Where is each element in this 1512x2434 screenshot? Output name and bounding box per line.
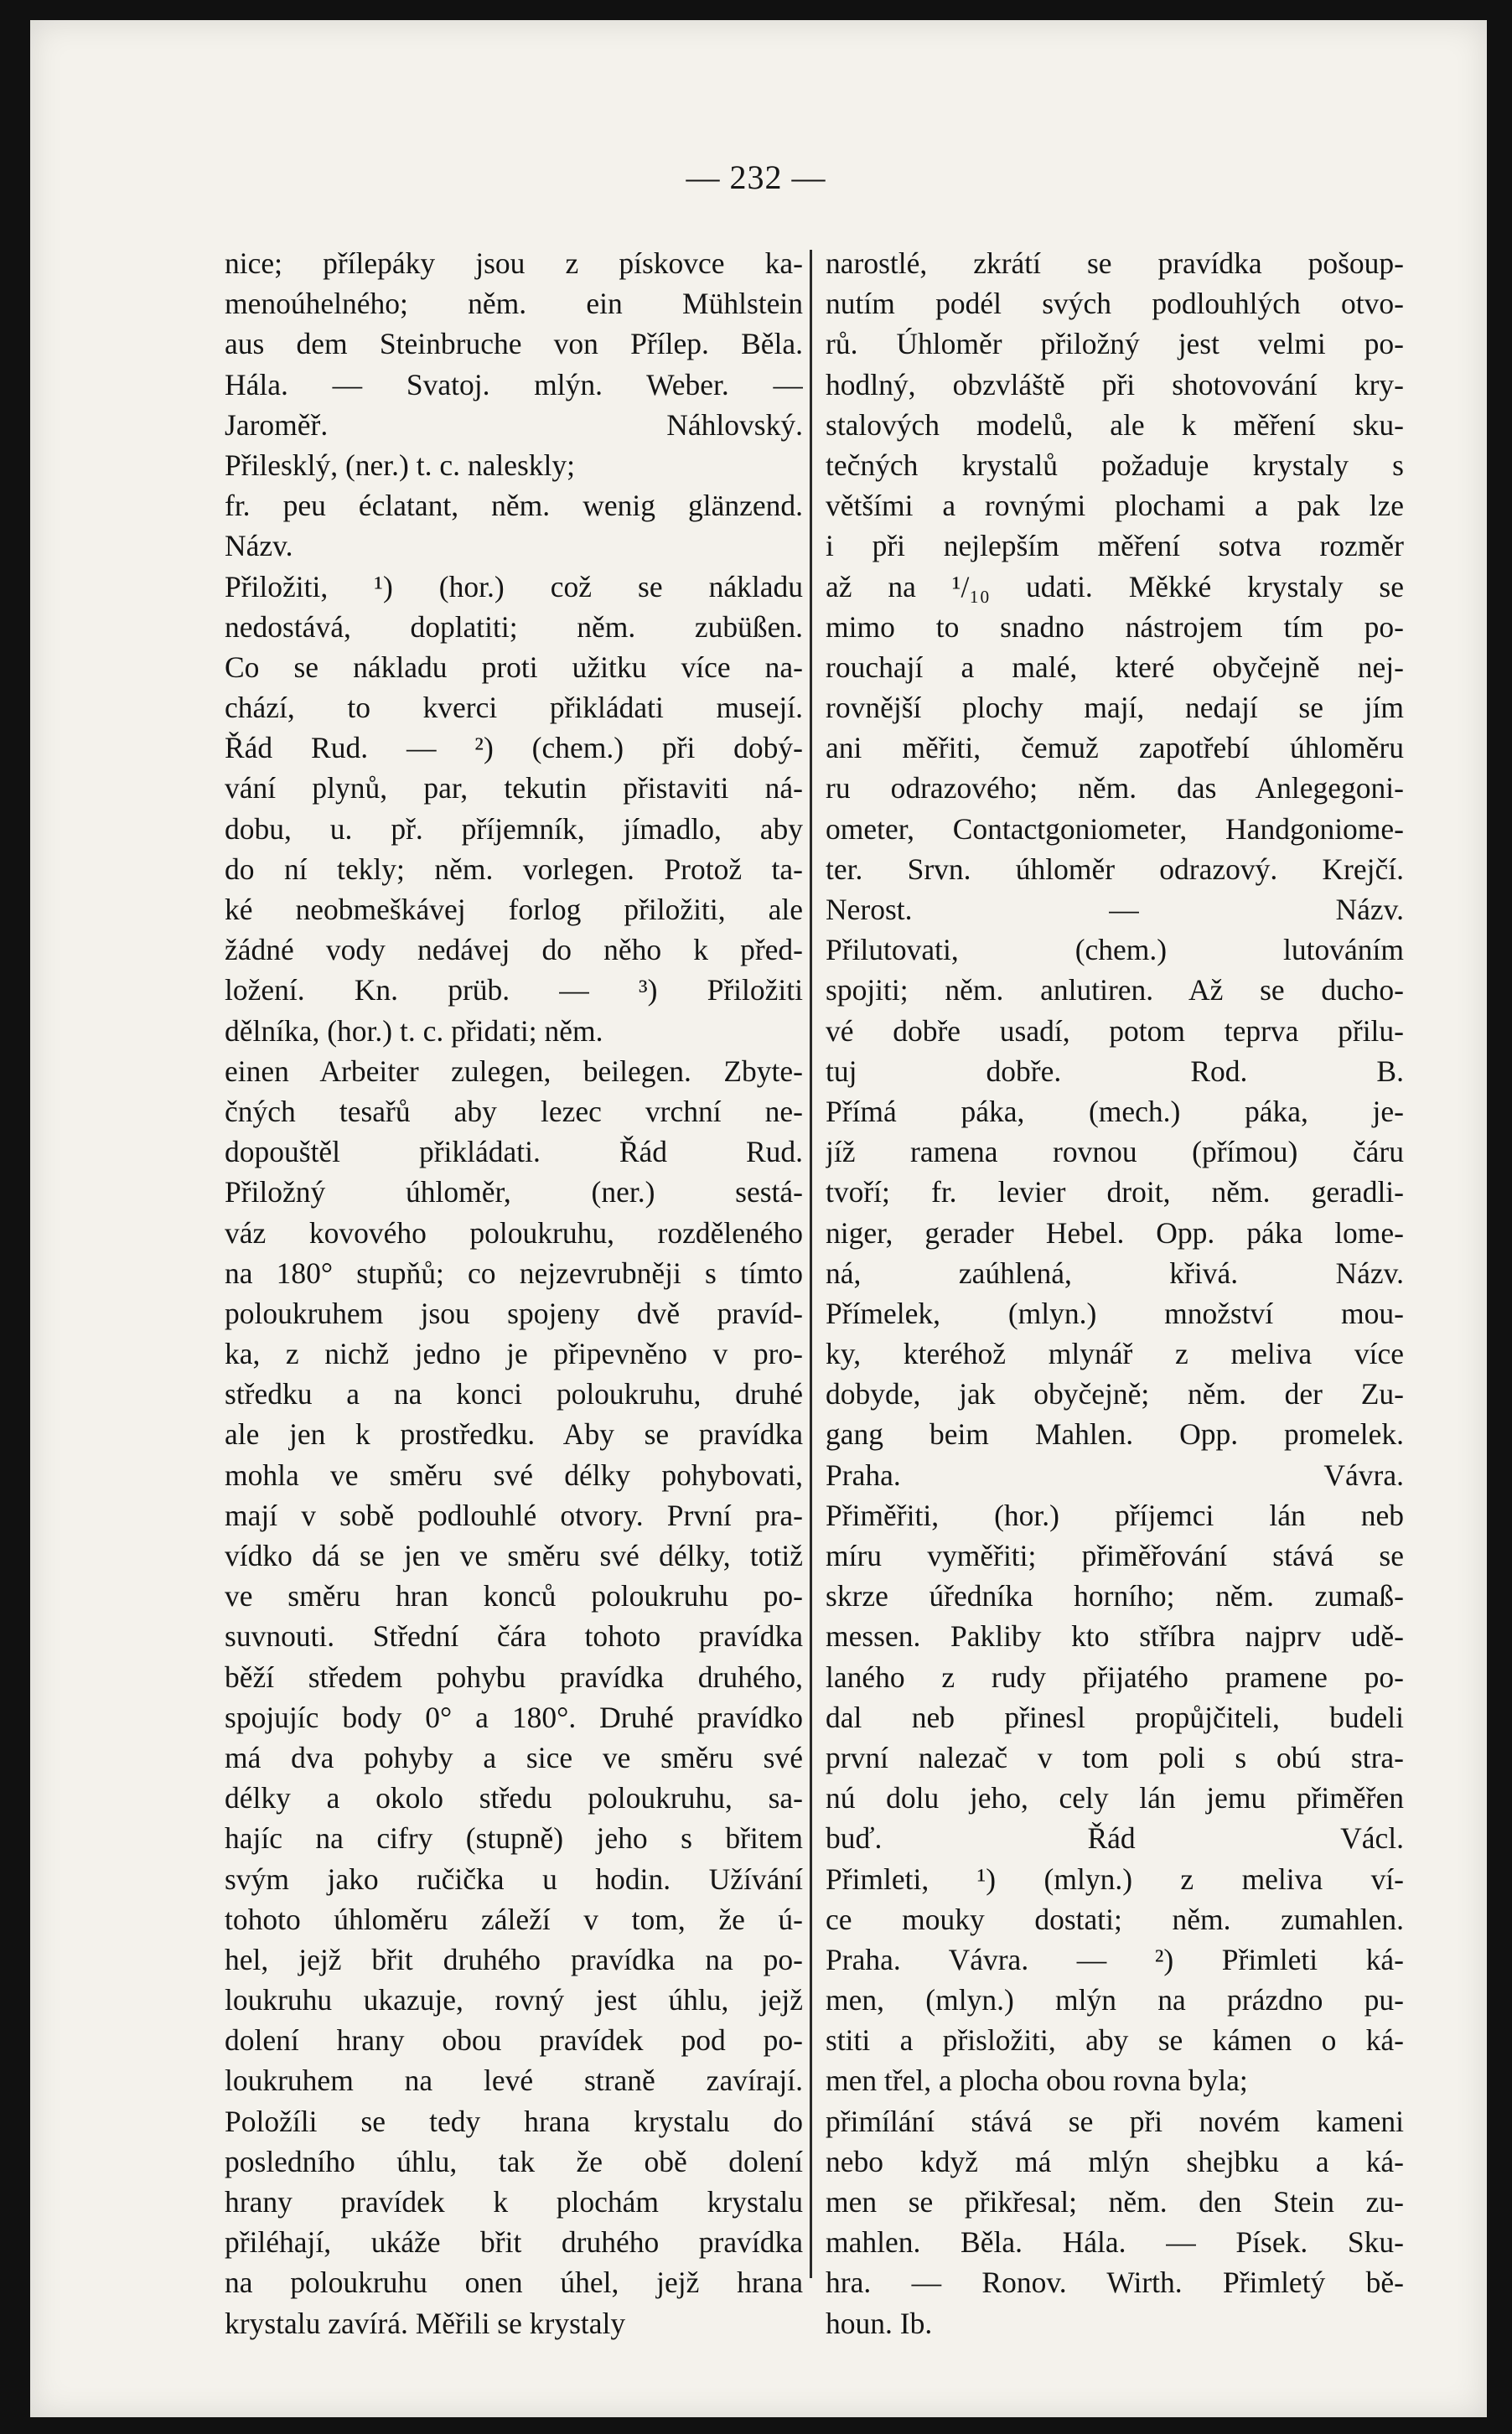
left-column-line: menoúhelného; něm. ein Mühlstein bbox=[225, 287, 803, 321]
left-column-line: spojujíc body 0° a 180°. Druhé pravídko bbox=[225, 1700, 803, 1734]
left-column-line: dělníka, (hor.) t. c. přidati; něm. bbox=[225, 1013, 603, 1048]
left-column-line: Řád Rud. — ²) (chem.) při dobý- bbox=[225, 731, 803, 765]
left-column-line: Položíli se tedy hrana krystalu do bbox=[225, 2104, 803, 2138]
right-column-line: niger, gerader Hebel. Opp. páka lome- bbox=[826, 1215, 1404, 1250]
right-column-line: přimílání stává se při novém kameni bbox=[826, 2104, 1404, 2138]
right-column-line: hra. — Ronov. Wirth. Přimletý bě- bbox=[826, 2266, 1404, 2300]
right-column-line: míru vyměřiti; přiměřování stává se bbox=[826, 1539, 1404, 1572]
left-column-line: fr. peu éclatant, něm. wenig glänzend. bbox=[225, 489, 803, 523]
left-column-line: dopouštěl přikládati. Řád Rud. bbox=[225, 1135, 803, 1169]
left-column-line: dobu, u. př. příjemník, jímadlo, aby bbox=[225, 811, 803, 846]
left-column-line: hajíc na cifry (stupně) jeho s břitem bbox=[225, 1821, 803, 1856]
left-column-line: einen Arbeiter zulegen, beilegen. Zbyte- bbox=[225, 1054, 803, 1088]
left-column-line: na poloukruhu onen úhel, jejž hrana bbox=[225, 2266, 803, 2300]
right-column-line: Praha. Vávra. — ²) Přimleti ká- bbox=[826, 1942, 1404, 1976]
left-column-line: Jaroměř. Náhlovský. bbox=[225, 407, 803, 442]
right-column-line: skrze úředníka horního; něm. zumaß- bbox=[826, 1579, 1404, 1613]
left-column-line: loukruhu ukazuje, rovný jest úhlu, jejž bbox=[225, 1983, 803, 2017]
left-column-line: přiléhají, ukáže břit druhého pravídka bbox=[225, 2225, 803, 2260]
left-column-line: žádné vody nedávej do něho k před- bbox=[225, 933, 803, 967]
right-column-line: ná, zaúhlená, křivá. Názv. bbox=[826, 1256, 1404, 1290]
right-column-line: mahlen. Běla. Hála. — Písek. Sku- bbox=[826, 2225, 1404, 2260]
right-column-line: Přiměřiti, (hor.) příjemci lán neb bbox=[826, 1498, 1404, 1532]
left-column-line: dolení hrany obou pravídek pod po- bbox=[225, 2023, 803, 2058]
right-column-line: stalových modelů, ale k měření sku- bbox=[826, 407, 1404, 442]
left-column-line: svým jako ručička u hodin. Užívání bbox=[225, 1862, 803, 1896]
left-column-line: hrany pravídek k plochám krystalu bbox=[225, 2185, 803, 2219]
left-column-line: posledního úhlu, tak že obě dolení bbox=[225, 2144, 803, 2178]
left-column-line: ké neobmeškávej forlog přiložiti, ale bbox=[225, 893, 803, 926]
left-column-line: aus dem Steinbruche von Přílep. Běla. bbox=[225, 327, 803, 361]
right-column-line: tvoří; fr. levier droit, něm. geradli- bbox=[826, 1175, 1404, 1209]
left-column-line: mají v sobě podlouhlé otvory. První pra- bbox=[225, 1498, 803, 1532]
right-column-line: men třel, a plocha obou rovna byla; bbox=[826, 2064, 1248, 2098]
left-column-line: Přilesklý, (ner.) t. c. naleskly; bbox=[225, 448, 576, 482]
left-column-line: ale jen k prostředku. Aby se pravídka bbox=[225, 1417, 803, 1452]
right-column-line: většími a rovnými plochami a pak lze bbox=[826, 489, 1404, 523]
left-column-line: Hála. — Svatoj. mlýn. Weber. — bbox=[225, 367, 803, 401]
right-column-line: Přimleti, ¹) (mlyn.) z meliva ví- bbox=[826, 1862, 1404, 1896]
left-column-line: mohla ve směru své délky pohybovati, bbox=[225, 1458, 803, 1492]
left-column-line: čných tesařů aby lezec vrchní ne- bbox=[225, 1094, 803, 1128]
right-column-line: nú dolu jeho, cely lán jemu přiměřen bbox=[826, 1781, 1404, 1815]
left-column-line: má dva pohyby a sice ve směru své bbox=[225, 1740, 803, 1774]
right-column-line: rovnější plochy mají, nedají se jím bbox=[826, 691, 1404, 725]
right-column-line: narostlé, zkrátí se pravídka pošoup- bbox=[826, 246, 1404, 280]
right-column-line: dobyde, jak obyčejně; něm. der Zu- bbox=[826, 1377, 1404, 1411]
right-column-line: rů. Úhloměr přiložný jest velmi po- bbox=[826, 327, 1404, 361]
left-column-line: do ní tekly; něm. vorlegen. Protož ta- bbox=[225, 852, 803, 886]
right-column-line: ometer, Contactgoniometer, Handgoniome- bbox=[826, 811, 1404, 846]
left-column-line: chází, to kverci přikládati musejí. bbox=[225, 691, 803, 725]
right-column-line: ter. Srvn. úhloměr odrazový. Krejčí. bbox=[826, 852, 1404, 886]
right-column-line: gang beim Mahlen. Opp. promelek. bbox=[826, 1417, 1404, 1452]
left-column-line: loukruhem na levé straně zavírají. bbox=[225, 2064, 803, 2098]
right-column-line: ru odrazového; něm. das Anlegegoni- bbox=[826, 771, 1404, 805]
right-column-line: nebo když má mlýn shejbku a ká- bbox=[826, 2144, 1404, 2178]
left-column-line: Co se nákladu proti užitku více na- bbox=[225, 650, 803, 684]
right-column-line: hodlný, obzvláště při shotovování kry- bbox=[826, 367, 1404, 401]
right-column-line: první nalezač v tom poli s obú stra- bbox=[826, 1740, 1404, 1774]
left-column-line: tohoto úhloměru záleží v tom, že ú- bbox=[225, 1902, 803, 1936]
left-column-line: délky a okolo středu poloukruhu, sa- bbox=[225, 1781, 803, 1815]
left-column-line: středku a na konci poloukruhu, druhé bbox=[225, 1377, 803, 1411]
page-number: — 232 — bbox=[686, 158, 826, 196]
left-column-line: krystalu zavírá. Měřili se krystaly bbox=[225, 2306, 626, 2340]
left-column-line: běží středem pohybu pravídka druhého, bbox=[225, 1660, 803, 1694]
right-column-line: houn. Ib. bbox=[826, 2306, 933, 2340]
left-column-line: hel, jejž břit druhého pravídka na po- bbox=[225, 1942, 803, 1976]
right-column-line: až na ¹/₁₀ udati. Měkké krystaly se bbox=[826, 569, 1404, 603]
left-column-line: nedostává, doplatiti; něm. zubüßen. bbox=[225, 609, 803, 644]
right-text-column bbox=[826, 243, 1404, 2343]
right-column-line: laného z rudy přijatého pramene po- bbox=[826, 1660, 1404, 1694]
left-column-line: Názv. bbox=[225, 529, 293, 563]
right-column-line: buď. Řád Václ. bbox=[826, 1821, 1404, 1856]
left-column-line: na 180° stupňů; co nejzevrubněji s tímto bbox=[225, 1256, 803, 1290]
right-column-line: i při nejlepším měření sotva rozměr bbox=[826, 529, 1404, 563]
right-column-line: rouchají a malé, které obyčejně nej- bbox=[826, 650, 1404, 684]
right-column-line: spojiti; něm. anlutiren. Až se ducho- bbox=[826, 973, 1404, 1007]
right-column-line: men se přikřesal; něm. den Stein zu- bbox=[826, 2185, 1404, 2219]
right-column-line: mimo to snadno nástrojem tím po- bbox=[826, 609, 1404, 644]
right-column-line: tuj dobře. Rod. B. bbox=[826, 1054, 1404, 1088]
right-column-line: Přilutovati, (chem.) lutováním bbox=[826, 933, 1404, 967]
right-column-line: ani měřiti, čemuž zapotřebí úhloměru bbox=[826, 731, 1404, 765]
right-column-line: men, (mlyn.) mlýn na prázdno pu- bbox=[826, 1983, 1404, 2017]
left-column-line: ve směru hran konců poloukruhu po- bbox=[225, 1579, 803, 1613]
left-column-line: ložení. Kn. prüb. — ³) Přiložiti bbox=[225, 973, 803, 1007]
right-column-line: tečných krystalů požaduje krystaly s bbox=[826, 448, 1404, 482]
left-column-line: vání plynů, par, tekutin přistaviti ná- bbox=[225, 771, 803, 805]
right-column-line: Přímelek, (mlyn.) množství mou- bbox=[826, 1296, 1404, 1330]
right-column-line: nutím podél svých podlouhlých otvo- bbox=[826, 287, 1404, 321]
left-column-line: suvnouti. Střední čára tohoto pravídka bbox=[225, 1619, 803, 1654]
left-column-line: nice; přílepáky jsou z pískovce ka- bbox=[225, 246, 803, 280]
right-column-line: Nerost. — Názv. bbox=[826, 893, 1404, 926]
left-column-line: ka, z nichž jedno je připevněno v pro- bbox=[225, 1337, 803, 1371]
right-column-line: jíž ramena rovnou (přímou) čáru bbox=[826, 1135, 1404, 1169]
right-column-line: messen. Pakliby kto stříbra najprv udě- bbox=[826, 1619, 1404, 1654]
right-column-line: stiti a přisložiti, aby se kámen o ká- bbox=[826, 2023, 1404, 2058]
left-column-line: Přiložiti, ¹) (hor.) což se nákladu bbox=[225, 569, 803, 603]
left-column-line: Přiložný úhloměr, (ner.) sestá- bbox=[225, 1175, 803, 1209]
right-column-line: ky, kteréhož mlynář z meliva více bbox=[826, 1337, 1404, 1371]
left-column-line: poloukruhem jsou spojeny dvě pravíd- bbox=[225, 1296, 803, 1330]
right-column-line: Praha. Vávra. bbox=[826, 1458, 1404, 1492]
right-column-line: dal neb přinesl propůjčiteli, budeli bbox=[826, 1700, 1404, 1734]
left-column-line: vídko dá se jen ve směru své délky, totiž bbox=[225, 1539, 803, 1572]
right-column-line: vé dobře usadí, potom teprva přilu- bbox=[826, 1013, 1404, 1048]
right-column-line: ce mouky dostati; něm. zumahlen. bbox=[826, 1902, 1404, 1936]
left-column-line: váz kovového poloukruhu, rozděleného bbox=[225, 1215, 803, 1250]
right-column-line: Přímá páka, (mech.) páka, je- bbox=[826, 1094, 1404, 1128]
column-divider bbox=[810, 250, 812, 2278]
left-text-column bbox=[225, 243, 803, 2343]
